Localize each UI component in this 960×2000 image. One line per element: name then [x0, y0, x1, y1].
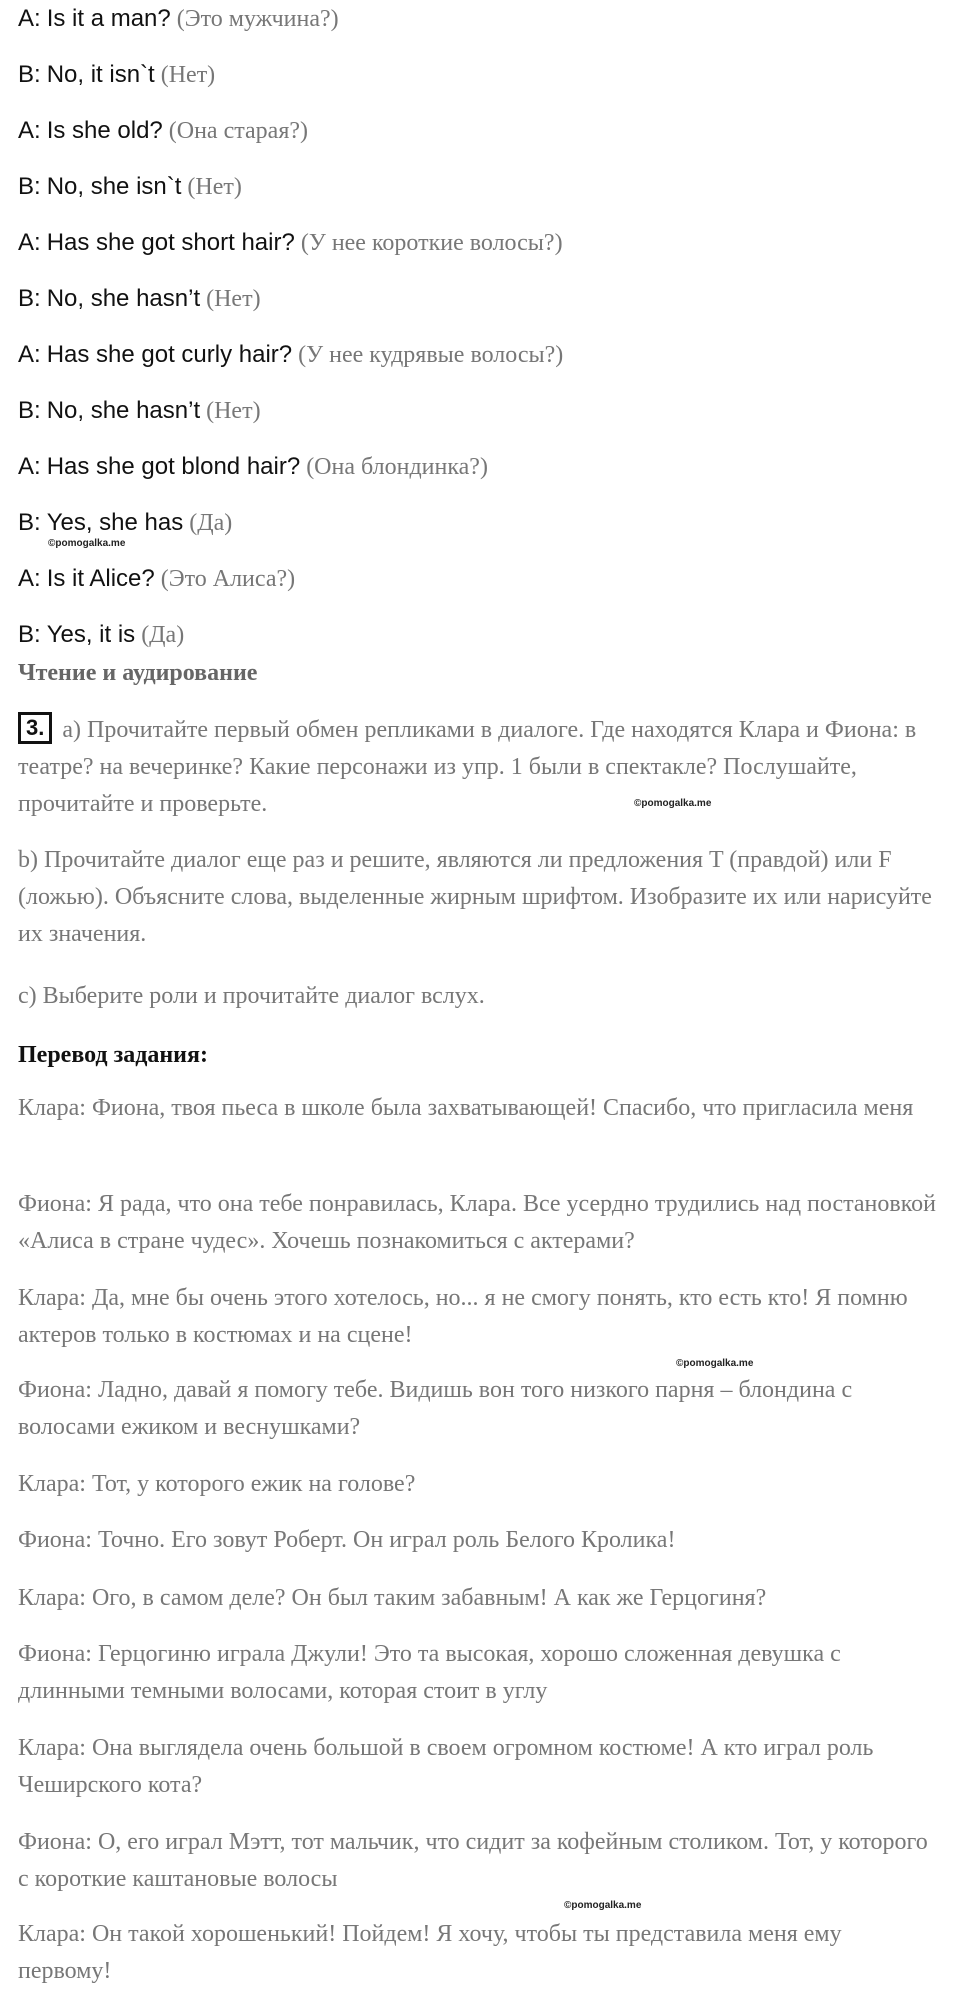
speaker-label: A: [18, 229, 41, 256]
english-text: Is it a man? [46, 5, 171, 32]
russian-translation: (Нет) [206, 286, 261, 312]
russian-translation: (Нет) [160, 62, 216, 88]
speaker-label: B: [18, 621, 41, 648]
translation-paragraph: Клара: Фиона, твоя пьеса в школе была захватывающей! Спасибо, что пригласила меня [18, 1095, 914, 1121]
russian-translation: (Да) [189, 510, 233, 536]
dialogue-line [18, 60, 215, 90]
dialogue-line [18, 4, 339, 34]
english-text: Has she got short hair? [46, 229, 295, 256]
russian-translation: (Это Алиса?) [160, 566, 296, 592]
english-text: No, she hasn’t [46, 397, 201, 424]
translation-heading: Перевод задания: [18, 1042, 208, 1068]
section-title: Чтение и аудирование [18, 660, 258, 686]
dialogue-line [18, 284, 261, 314]
russian-translation: (Да) [141, 622, 185, 648]
dialogue-line [18, 620, 184, 650]
translation-paragraph: Фиона: Я рада, что она тебе понравилась, Клара. Все усердно трудились над постановкой «Алиса в стране чудес». Хочешь познакомиться с актерами? [18, 1191, 937, 1254]
russian-translation: (Нет) [187, 174, 242, 200]
speaker-label: B: [18, 61, 41, 88]
speaker-label: B: [18, 173, 41, 200]
dialogue-line [18, 508, 232, 538]
russian-translation: (У нее кудрявые волосы?) [298, 342, 564, 368]
translation-paragraph: Фиона: Герцогиню играла Джули! Это та высокая, хорошо сложенная девушка с длинными темными волосами, которая стоит в углу [18, 1641, 841, 1704]
dialogue-line [18, 228, 563, 258]
speaker-label: A: [18, 117, 41, 144]
english-text: Has she got blond hair? [46, 453, 301, 480]
speaker-label: B: [18, 285, 41, 312]
dialogue-line [18, 452, 488, 482]
russian-translation: (Это мужчина?) [176, 6, 339, 32]
translation-paragraph: Клара: Да, мне бы очень этого хотелось, но... я не смогу понять, кто есть кто! Я помню актеров только в костюмах и на сцене! [18, 1285, 908, 1348]
translation-paragraph: Клара: Она выглядела очень большой в своем огромном костюме! А кто играл роль Чеширского кота? [18, 1735, 874, 1798]
english-text: Is it Alice? [46, 565, 155, 592]
translation-paragraph: Клара: Тот, у которого ежик на голове? [18, 1471, 416, 1497]
speaker-label: A: [18, 565, 41, 592]
watermark: ©pomogalka.me [676, 1358, 754, 1369]
english-text: No, she hasn’t [46, 285, 201, 312]
speaker-label: A: [18, 453, 41, 480]
translation-paragraph: Фиона: О, его играл Мэтт, тот мальчик, что сидит за кофейным столиком. Тот, у которого с короткие каштановые волосы [18, 1829, 928, 1892]
dialogue-line [18, 116, 308, 146]
task-part-a-text: а) Прочитайте первый обмен репликами в диалоге. Где находятся Клара и Фиона: в театре? на вечеринке? Какие персонажи из упр. 1 были в спектакле? Послушайте, прочитайте и проверьте. [18, 717, 917, 817]
watermark: ©pomogalka.me [634, 798, 712, 809]
task-part-c: c) Выберите роли и прочитайте диалог вслух. [18, 983, 485, 1009]
english-text: Yes, she has [46, 509, 184, 536]
task-number-badge: 3. [18, 712, 52, 744]
english-text: No, she isn`t [46, 173, 182, 200]
speaker-label: A: [18, 341, 41, 368]
task-part-b: b) Прочитайте диалог еще раз и решите, являются ли предложения T (правдой) или F (ложью). Объясните слова, выделенные жирным шрифтом. Изобразите их или нарисуйте их значения. [18, 847, 932, 947]
task-part-a [18, 712, 940, 823]
dialogue-line [18, 340, 563, 370]
english-text: No, it isn`t [46, 61, 155, 88]
translation-paragraph: Клара: Ого, в самом деле? Он был таким забавным! А как же Герцогиня? [18, 1585, 767, 1611]
russian-translation: (Нет) [206, 398, 261, 424]
english-text: Yes, it is [46, 621, 136, 648]
english-text: Has she got curly hair? [46, 341, 293, 368]
english-text: Is she old? [46, 117, 163, 144]
watermark: ©pomogalka.me [564, 1900, 642, 1911]
dialogue-line [18, 172, 242, 202]
russian-translation: (Она старая?) [168, 118, 309, 144]
speaker-label: B: [18, 509, 41, 536]
dialogue-line [18, 396, 261, 426]
translation-paragraph: Фиона: Точно. Его зовут Роберт. Он играл роль Белого Кролика! [18, 1527, 676, 1553]
translation-paragraph: Клара: Он такой хорошенький! Пойдем! Я хочу, чтобы ты представила меня ему первому! [18, 1921, 842, 1984]
speaker-label: A: [18, 5, 41, 32]
watermark: ©pomogalka.me [48, 538, 126, 549]
dialogue-line [18, 564, 295, 594]
speaker-label: B: [18, 397, 41, 424]
russian-translation: (Она блондинка?) [306, 454, 488, 480]
russian-translation: (У нее короткие волосы?) [300, 230, 563, 256]
translation-paragraph: Фиона: Ладно, давай я помогу тебе. Видишь вон того низкого парня – блондина с волосами ежиком и веснушками? [18, 1377, 853, 1440]
